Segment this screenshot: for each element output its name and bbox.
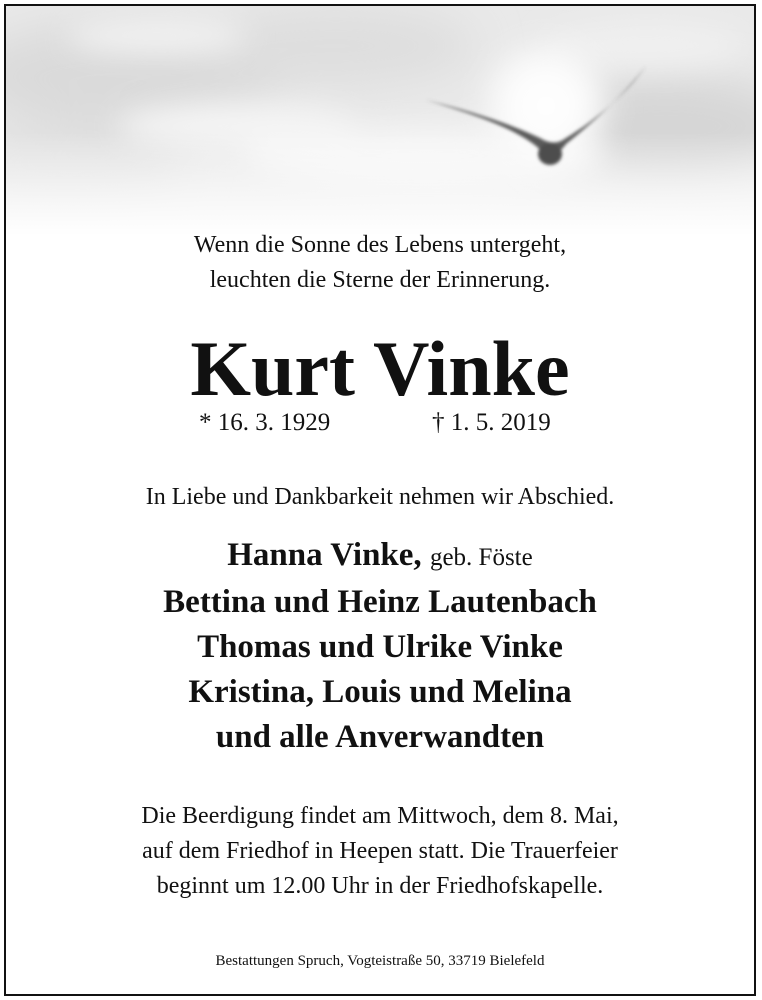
mourner-line: Bettina und Heinz Lautenbach — [163, 584, 597, 620]
mourner-line: Kristina, Louis und Melina — [188, 674, 572, 710]
death-date: † 1. 5. 2019 — [432, 409, 551, 436]
funeral-details — [6, 799, 754, 904]
farewell-line: In Liebe und Dankbarkeit nehmen wir Abschied. — [145, 484, 615, 510]
sky-image — [6, 6, 754, 236]
birth-date: * 16. 3. 1929 — [199, 409, 331, 436]
obituary-notice — [4, 4, 756, 996]
quote-line-2: leuchten die Sterne der Erinnerung. — [209, 267, 551, 293]
deceased-name: Kurt Vinke — [190, 325, 570, 412]
funeral-line-3: beginnt um 12.00 Uhr in der Friedhofskapelle. — [156, 873, 604, 899]
mourner-name: Hanna Vinke, — [227, 537, 422, 573]
mourner-line — [6, 533, 754, 580]
mourners-list — [6, 533, 754, 760]
funeral-line-2: auf dem Friedhof in Heepen statt. Die Trauerfeier — [142, 838, 618, 864]
undertaker-footer: Bestattungen Spruch, Vogteistraße 50, 33719 Bielefeld — [215, 953, 545, 969]
memorial-quote — [6, 228, 754, 298]
mourner-line: und alle Anverwandten — [215, 719, 545, 755]
quote-line-1: Wenn die Sonne des Lebens untergeht, — [193, 232, 567, 258]
maiden-name: geb. Föste — [429, 544, 533, 571]
funeral-line-1: Die Beerdigung findet am Mittwoch, dem 8. Mai, — [141, 803, 619, 829]
mourner-line: Thomas und Ulrike Vinke — [197, 629, 563, 665]
